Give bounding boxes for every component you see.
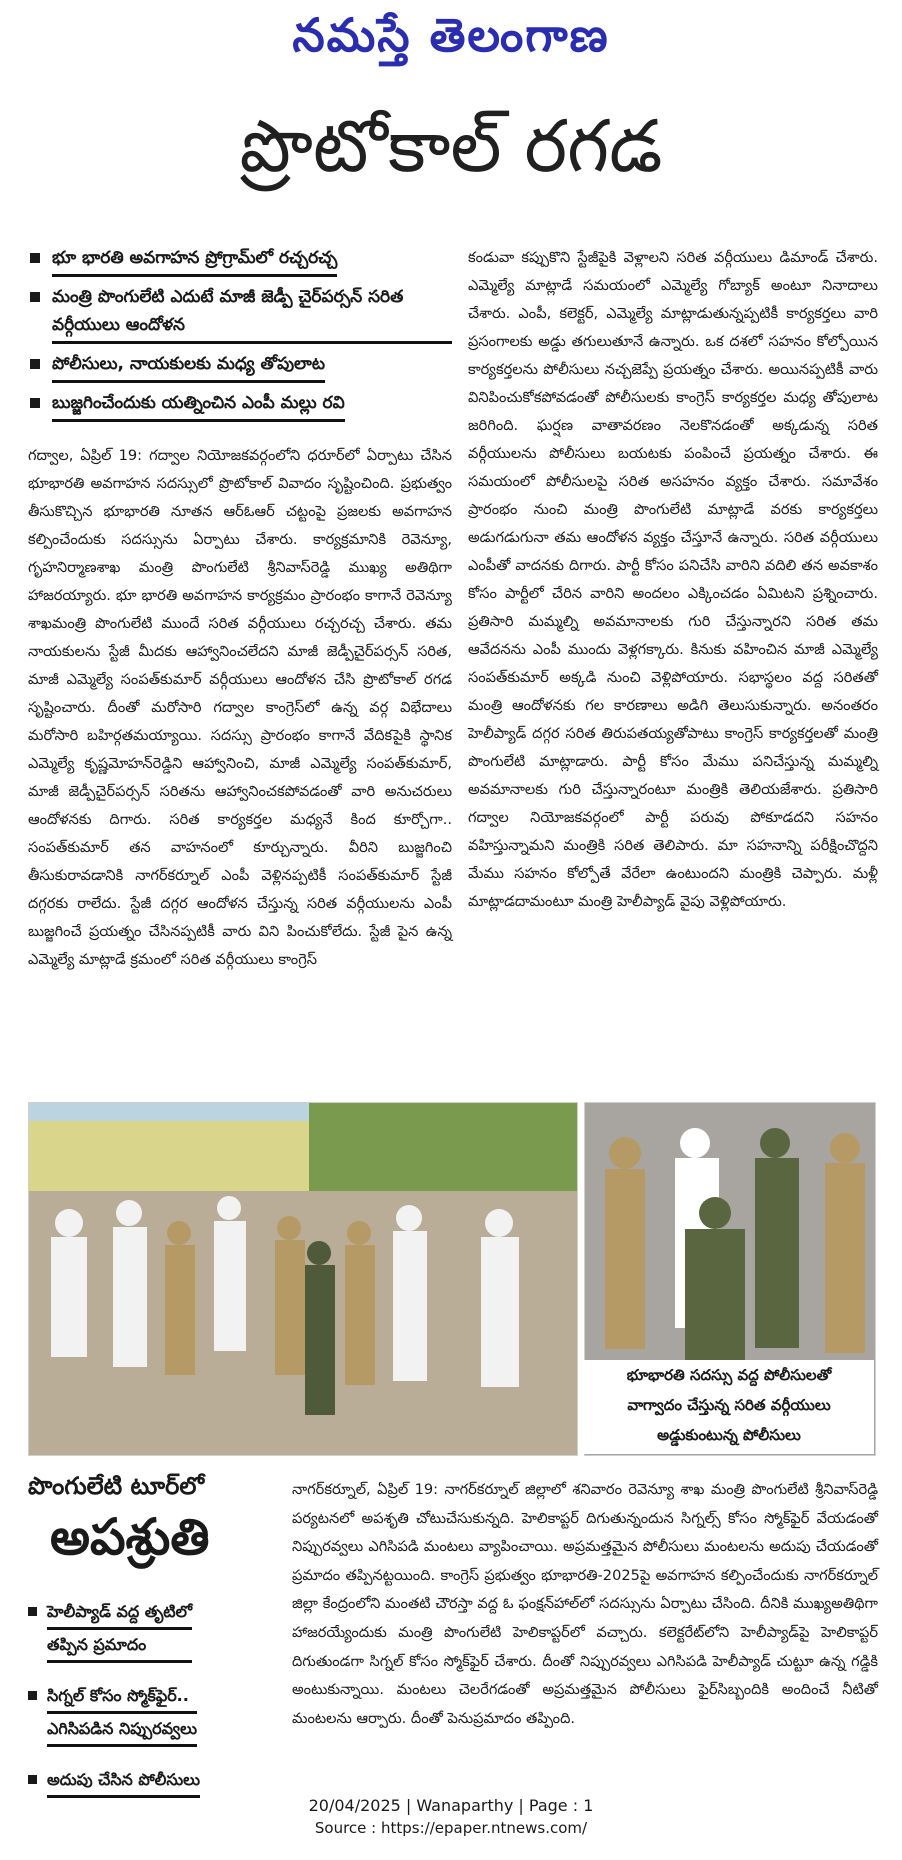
bullet-square-icon (30, 253, 40, 263)
bullet-square-icon (30, 359, 40, 369)
article-text: నాగర్‌కర్నూల్, ఏప్రిల్ 19: నాగర్‌కర్నూల్ జిల్లాలో శనివారం రెవెన్యూ శాఖ మంత్రి పొంగులేటి శ్రీనివాస్‌రెడ్డి పర్యటనలో అపశృతి చోటుచేసుకున్నది. హెలికాప్టర్ దిగుతున్నందున సిగ్నల్స్ కోసం స్మోక్‌ఫైర్ వేయడంతో నిప్పురవ్వలు ఎగిసిపడి మంటలు వ్యాపించాయి. అప్రమత్తమైన పోలీసులు మంటలను అదుపు చేయడంతో ప్రమాదం తప్పినట్టయింది. కాంగ్రెస్ ప్రభుత్వం భూభారతి-2025పై అవగాహన కల్పించేందుకు నాగర్‌కర్నూల్ జిల్లా కేంద్రంలోని మంతటి చౌరస్తా వద్ద ఓ ఫంక్షన్‌హాల్‌లో సదస్సును ఏర్పాటు చేసింది. దీనికి ముఖ్యఅతిథిగా హాజరయ్యేందుకు మంత్రి పొంగులేటి హెలికాప్టర్‌లో వచ్చారు. కలెక్టరేట్‌లోని హెలీప్యాడ్‌పై హెలికాప్టర్ దిగుతుండగా సిగ్నల్ కోసం స్మోక్‌ఫైర్ చేశారు. దీంతో నిప్పురవ్వలు ఎగిసిపడి హెలీప్యాడ్ చుట్టూ ఉన్న గడ్డికి అంటుకున్నాయి. మంటలు చెలరేగడంతో అప్రమత్తమైన పోలీసులు ఫైర్‌సిబ్బందికి అందించే నీటితో మంటలను ఆర్పారు. దీంతో పెనుప్రమాదం తప్పింది. (292, 1481, 878, 1727)
bullet-square-icon (30, 292, 40, 302)
edition-line: 20/04/2025 | Wanaparthy | Page : 1 (308, 1796, 594, 1815)
article-column-left (28, 442, 452, 974)
bullet-square-icon (28, 1775, 37, 1784)
source-link[interactable]: Source : https://epaper.ntnews.com/ (314, 1819, 588, 1837)
photo-caption: భూభారతి సదస్సు వద్ద పోలీసులతో వాగ్వాదం చేస్తున్న సరిత వర్గీయులు అడ్డుకుంటున్న పోలీసులు (584, 1360, 874, 1454)
bullet-square-icon (30, 398, 40, 408)
side-story (20, 1472, 282, 1798)
highlight-item: భూ భారతి అవగాహన ప్రోగ్రామ్‌లో రచ్చరచ్చ (28, 244, 452, 277)
side-highlight-item: హెలీప్యాడ్ వద్ద తృటిలో తప్పిన ప్రమాదం (20, 1597, 282, 1663)
newspaper-logo: నమస్తే తెలంగాణ (292, 8, 610, 62)
bullet-square-icon (28, 1607, 37, 1616)
highlight-item: మంత్రి పొంగులేటి ఎదుటే మాజీ జెడ్పీ చైర్‌పర్సన్ సరిత వర్గీయులు ఆందోళన (28, 283, 452, 344)
side-highlight-item: సిగ్నల్ కోసం స్మోక్‌ఫైర్.. ఎగిసిపడిన నిప్పురవ్వలు (20, 1681, 282, 1747)
side-story-kicker: పొంగులేటి టూర్‌లో (28, 1472, 205, 1500)
article-text: కండువా కప్పుకొని స్టేజీపైకి వెళ్లాలని సరిత వర్గీయులు డిమాండ్ చేశారు. ఎమ్మెల్యే మాట్లాడే సమయంలో ఎమ్మెల్యే గోబ్యాక్ అంటూ నినాదాలు చేశారు. ఎంపీ, కలెక్టర్, ఎమ్మెల్యే మాట్లాడుతున్నప్పటికీ కార్యకర్తలు వారి ప్రసంగాలకు అడ్డు తగులుతూనే ఉన్నారు. ఒక దశలో సహనం కోల్పోయిన కార్యకర్తలను పోలీసులు నచ్చజెప్పే ప్రయత్నం చేశారు. అయినప్పటికీ వారు వినిపించుకోకపోవడంతో పోలీసులకు కాంగ్రెస్ కార్యకర్తల మధ్య తోపులాట జరిగింది. ఘర్షణ వాతావరణం నెలకొనడంతో అక్కడున్న సరిత వర్గీయులను పోలీసులు బయటకు పంపించే ప్రయత్నం చేశారు. ఈ సమయంలో పోలీసులపై సరిత అసహనం వ్యక్తం చేశారు. సమావేశం ప్రారంభం నుంచి మంత్రి పొంగులేటి మాట్లాడే వరకు కార్యకర్తలు అడుగడుగునా తమ ఆందోళన వ్యక్తం చేస్తూనే ఉన్నారు. సరిత వర్గీయులు ఎంపీతో వాదనకు దిగారు. పార్టీ కోసం పనిచేసి వారిని వదిలి తన అవకాశం కోసం పార్టీలో చేరిన వారిని అందలం ఎక్కించడం ఏమిటని ప్రశ్నించారు. ప్రతిసారి మమ్మల్ని అవమానాలకు గురి చేస్తున్నారని సరిత తమ ఆవేదనను ఎంపీ ముందు వెళ్లగక్కారు. కినుకు వహించిన మాజీ ఎమ్మెల్యే సంపత్‌కుమార్ అక్కడి నుంచి వెళ్లిపోయారు. సభాస్థలం వద్ద సరితతో మంత్రి ఆందోళనకు గల కారణాలు అడిగి తెలుసుకున్నారు. అనంతరం హెలీప్యాడ్ దగ్గర సరిత తిరుపతయ్యతోపాటు కాంగ్రెస్ కార్యకర్తలతో మంత్రి పొంగులేటి మాట్లాడారు. పార్టీ కోసం మేము పనిచేస్తున్న మమ్మల్ని అవమానాలకు గురి చేస్తున్నారంటూ మంత్రికి తెలియజేశారు. ప్రతిసారి గద్వాల నియోజకవర్గంలో పార్టీ పరువు పోకూడదని సహనం వహిస్తున్నామని మంత్రికి సరిత తెలిపారు. మా సహనాన్ని పరీక్షించొద్దని మేము సహనం కోల్పోతే వేరేలా ఉంటుందని మంత్రికి చెప్పారు. మళ్లీ మాట్లాడదామంటూ మంత్రి హెలీప్యాడ్ వైపు వెళ్లిపోయారు. (468, 249, 878, 910)
protest-crowd-photo (28, 1102, 578, 1456)
highlight-item: పోలీసులు, నాయకులకు మధ్య తోపులాట (28, 350, 452, 383)
article-text: గద్వాల, ఏప్రిల్ 19: గద్వాల నియోజకవర్గంలోని ధరూర్‌లో ఏర్పాటు చేసిన భూభారతి అవగాహన సదస్సులో ప్రొటోకాల్ వివాదం సృష్టించింది. ప్రభుత్వం తీసుకొచ్చిన భూభారతి నూతన ఆర్‌ఓఆర్ చట్టంపై ప్రజలకు అవగాహన కల్పించేందుకు సదస్సును ఏర్పాటు చేశారు. కార్యక్రమానికి రెవెన్యూ, గృహనిర్మాణశాఖ మంత్రి పొంగులేటి శ్రీనివాస్‌రెడ్డి ముఖ్య అతిథిగా హాజరయ్యారు. భూ భారతి అవగాహన కార్యక్రమం ప్రారంభం కాగానే రెవెన్యూ శాఖమంత్రి పొంగులేటి ముందే సరిత వర్గీయులు రచ్చరచ్చ చేశారు. తమ నాయకులను స్టేజీ మీదకు ఆహ్వానించలేదని మాజీ జెడ్పీచైర్‌పర్సన్ సరిత, మాజీ ఎమ్మెల్యే సంపత్‌కుమార్ వర్గీయులు ఆందోళన చేసి ప్రొటోకాల్ రగడ సృష్టించారు. దీంతో మరోసారి గద్వాల కాంగ్రెస్‌లో ఉన్న వర్గ విభేదాలు మరోసారి బహిర్గతమయ్యాయి. సదస్సు ప్రారంభం కాగానే వేదికపైకి స్థానిక ఎమ్మెల్యే కృష్ణమోహన్‌రెడ్డిని ఆహ్వానించి, మాజీ ఎమ్మెల్యే సంపత్‌కుమార్, మాజీ జెడ్పీచైర్‌పర్సన్ సరితను ఆహ్వానించకపోవడంతో వారి అనుచరులు ఆందోళనకు దిగారు. సరిత కార్యకర్తల మధ్యనే కింద కూర్చోగా.. సంపత్‌కుమార్ తన వాహనంలో కూర్చున్నారు. వీరిని బుజ్జగించి తీసుకురావడానికి నాగర్‌కర్నూల్ ఎంపీ వెళ్లినప్పటికీ సంపత్‌కుమార్ స్టేజీ దగ్గరకు రాలేదు. స్టేజీ దగ్గర ఆందోళన చేస్తున్న సరిత వర్గీయులను ఎంపీ బుజ్జగించే ప్రయత్నం చేసినప్పటికీ వారు విని పించుకోలేదు. స్టేజీ పైన ఉన్న ఎమ్మెల్యే మాట్లాడే క్రమంలో సరిత వర్గీయులు కాంగ్రెస్ (28, 447, 452, 968)
side-story-body (292, 1476, 878, 1733)
side-highlight-item: అదుపు చేసిన పోలీసులు (20, 1765, 282, 1798)
highlight-item: బుజ్జగించేందుకు యత్నించిన ఎంపీ మల్లు రవి (28, 389, 452, 422)
headline: ప్రొటోకాల్ రగడ (239, 104, 663, 188)
masthead (0, 0, 902, 96)
page-footer (0, 1795, 902, 1839)
article-column-right (468, 244, 878, 916)
highlights-list (28, 244, 452, 428)
side-story-title: అపశ్రుతి (50, 1508, 210, 1566)
bullet-square-icon (28, 1691, 37, 1700)
